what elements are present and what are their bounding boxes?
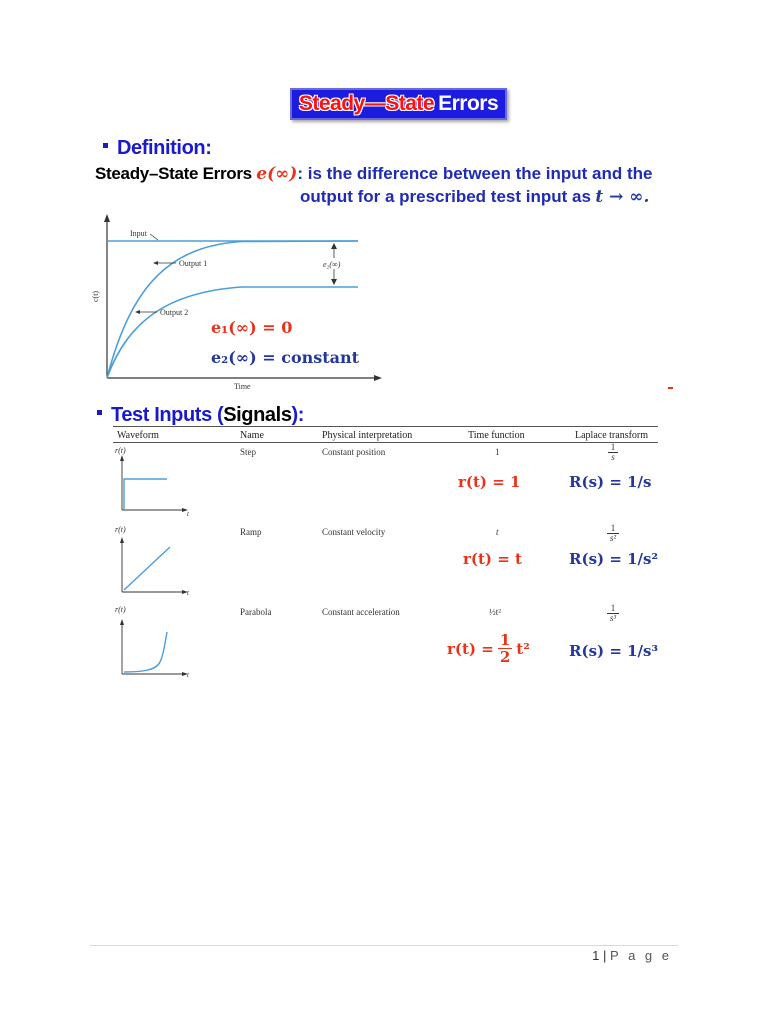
svg-text:r(t): r(t) bbox=[115, 605, 126, 614]
row3-time-function: ½t² bbox=[489, 607, 501, 617]
row2-r-eq: r(t) = t bbox=[463, 550, 522, 568]
row1-R-eq: R(s) = 1/s bbox=[569, 473, 652, 491]
ramp-waveform bbox=[114, 524, 194, 596]
eq-e2: e₂(∞) = constant bbox=[211, 348, 360, 367]
page-number: 1 bbox=[592, 948, 600, 963]
title-part1: Steady—State bbox=[298, 92, 435, 115]
e2-down-arrow-icon bbox=[331, 279, 337, 285]
eq-e1: e₁(∞) = 0 bbox=[211, 318, 293, 337]
svg-text:r(t): r(t) bbox=[115, 446, 126, 455]
row2-interpretation: Constant velocity bbox=[322, 527, 386, 537]
col-laplace: Laplace transform bbox=[575, 430, 649, 441]
page-word: P a g e bbox=[610, 948, 672, 963]
e2-label: e₂(∞) bbox=[323, 260, 341, 269]
e2-up-arrow-icon bbox=[331, 243, 337, 249]
row2-laplace: 1 s² bbox=[607, 524, 619, 543]
row3-laplace: 1 s³ bbox=[607, 604, 619, 623]
x-axis-label: Time bbox=[234, 382, 251, 391]
definition-line-2 bbox=[300, 187, 649, 207]
arrow-icon bbox=[120, 537, 124, 543]
input-label: Input bbox=[130, 229, 147, 238]
definition-line-1 bbox=[95, 164, 653, 184]
page-footer bbox=[592, 948, 672, 963]
bullet-icon bbox=[97, 410, 102, 415]
footer-separator: | bbox=[603, 948, 607, 963]
x-axis-arrow-icon bbox=[374, 375, 382, 381]
arrow-icon bbox=[120, 619, 124, 625]
definition-term: Steady–State Errors bbox=[95, 164, 252, 183]
definition-symbol: e(∞) bbox=[256, 164, 298, 184]
col-time-function: Time function bbox=[468, 430, 525, 441]
col-name: Name bbox=[240, 430, 264, 441]
row3-interpretation: Constant acceleration bbox=[322, 607, 400, 617]
definition-text-1: : is the difference between the input and the bbox=[297, 164, 653, 183]
arrow-icon bbox=[120, 455, 124, 461]
bullet-icon bbox=[103, 143, 108, 148]
ramp-signal bbox=[124, 547, 170, 590]
definition-t-infinity: t → ∞. bbox=[595, 187, 650, 207]
row2-R-eq: R(s) = 1/s² bbox=[569, 550, 659, 568]
test-inputs-heading: Test Inputs (Signals): bbox=[97, 404, 304, 427]
title-part2: Errors bbox=[438, 92, 499, 115]
svg-text:t: t bbox=[187, 510, 189, 518]
table-top-rule bbox=[113, 426, 658, 427]
row1-time-function: 1 bbox=[495, 447, 500, 457]
row1-name: Step bbox=[240, 447, 257, 457]
definition-heading: Definition: bbox=[103, 137, 211, 160]
svg-text:t: t bbox=[187, 671, 189, 679]
output1-label: Output 1 bbox=[179, 259, 208, 268]
col-physical: Physical interpretation bbox=[322, 430, 413, 441]
row3-r-eq: r(t) = $\frac{1}{2}$ t² bbox=[447, 631, 530, 666]
step-waveform bbox=[114, 446, 194, 518]
row2-name: Ramp bbox=[240, 527, 262, 537]
svg-text:t: t bbox=[187, 589, 189, 597]
row2-time-function: t bbox=[496, 527, 499, 537]
svg-text:r(t): r(t) bbox=[115, 525, 126, 534]
y-axis-label: c(t) bbox=[91, 290, 100, 302]
parabola-waveform bbox=[114, 604, 194, 680]
red-mark bbox=[668, 387, 673, 389]
footer-rule bbox=[90, 945, 678, 946]
row1-interpretation: Constant position bbox=[322, 447, 386, 457]
row1-r-eq: r(t) = 1 bbox=[458, 473, 521, 491]
table-header-rule bbox=[113, 442, 658, 443]
y-axis-arrow-icon bbox=[104, 214, 110, 222]
output2-label: Output 2 bbox=[160, 308, 189, 317]
output2-pointer-icon bbox=[135, 310, 140, 314]
col-waveform: Waveform bbox=[117, 430, 159, 441]
row3-name: Parabola bbox=[240, 607, 272, 617]
row3-R-eq: R(s) = 1/s³ bbox=[569, 642, 659, 660]
row1-laplace: 1 s bbox=[608, 443, 618, 462]
page-title-banner bbox=[290, 88, 507, 120]
definition-text-2: output for a prescribed test input as bbox=[300, 187, 591, 206]
step-signal bbox=[124, 479, 167, 510]
output1-pointer-icon bbox=[153, 261, 158, 265]
parabola-signal bbox=[124, 632, 167, 672]
